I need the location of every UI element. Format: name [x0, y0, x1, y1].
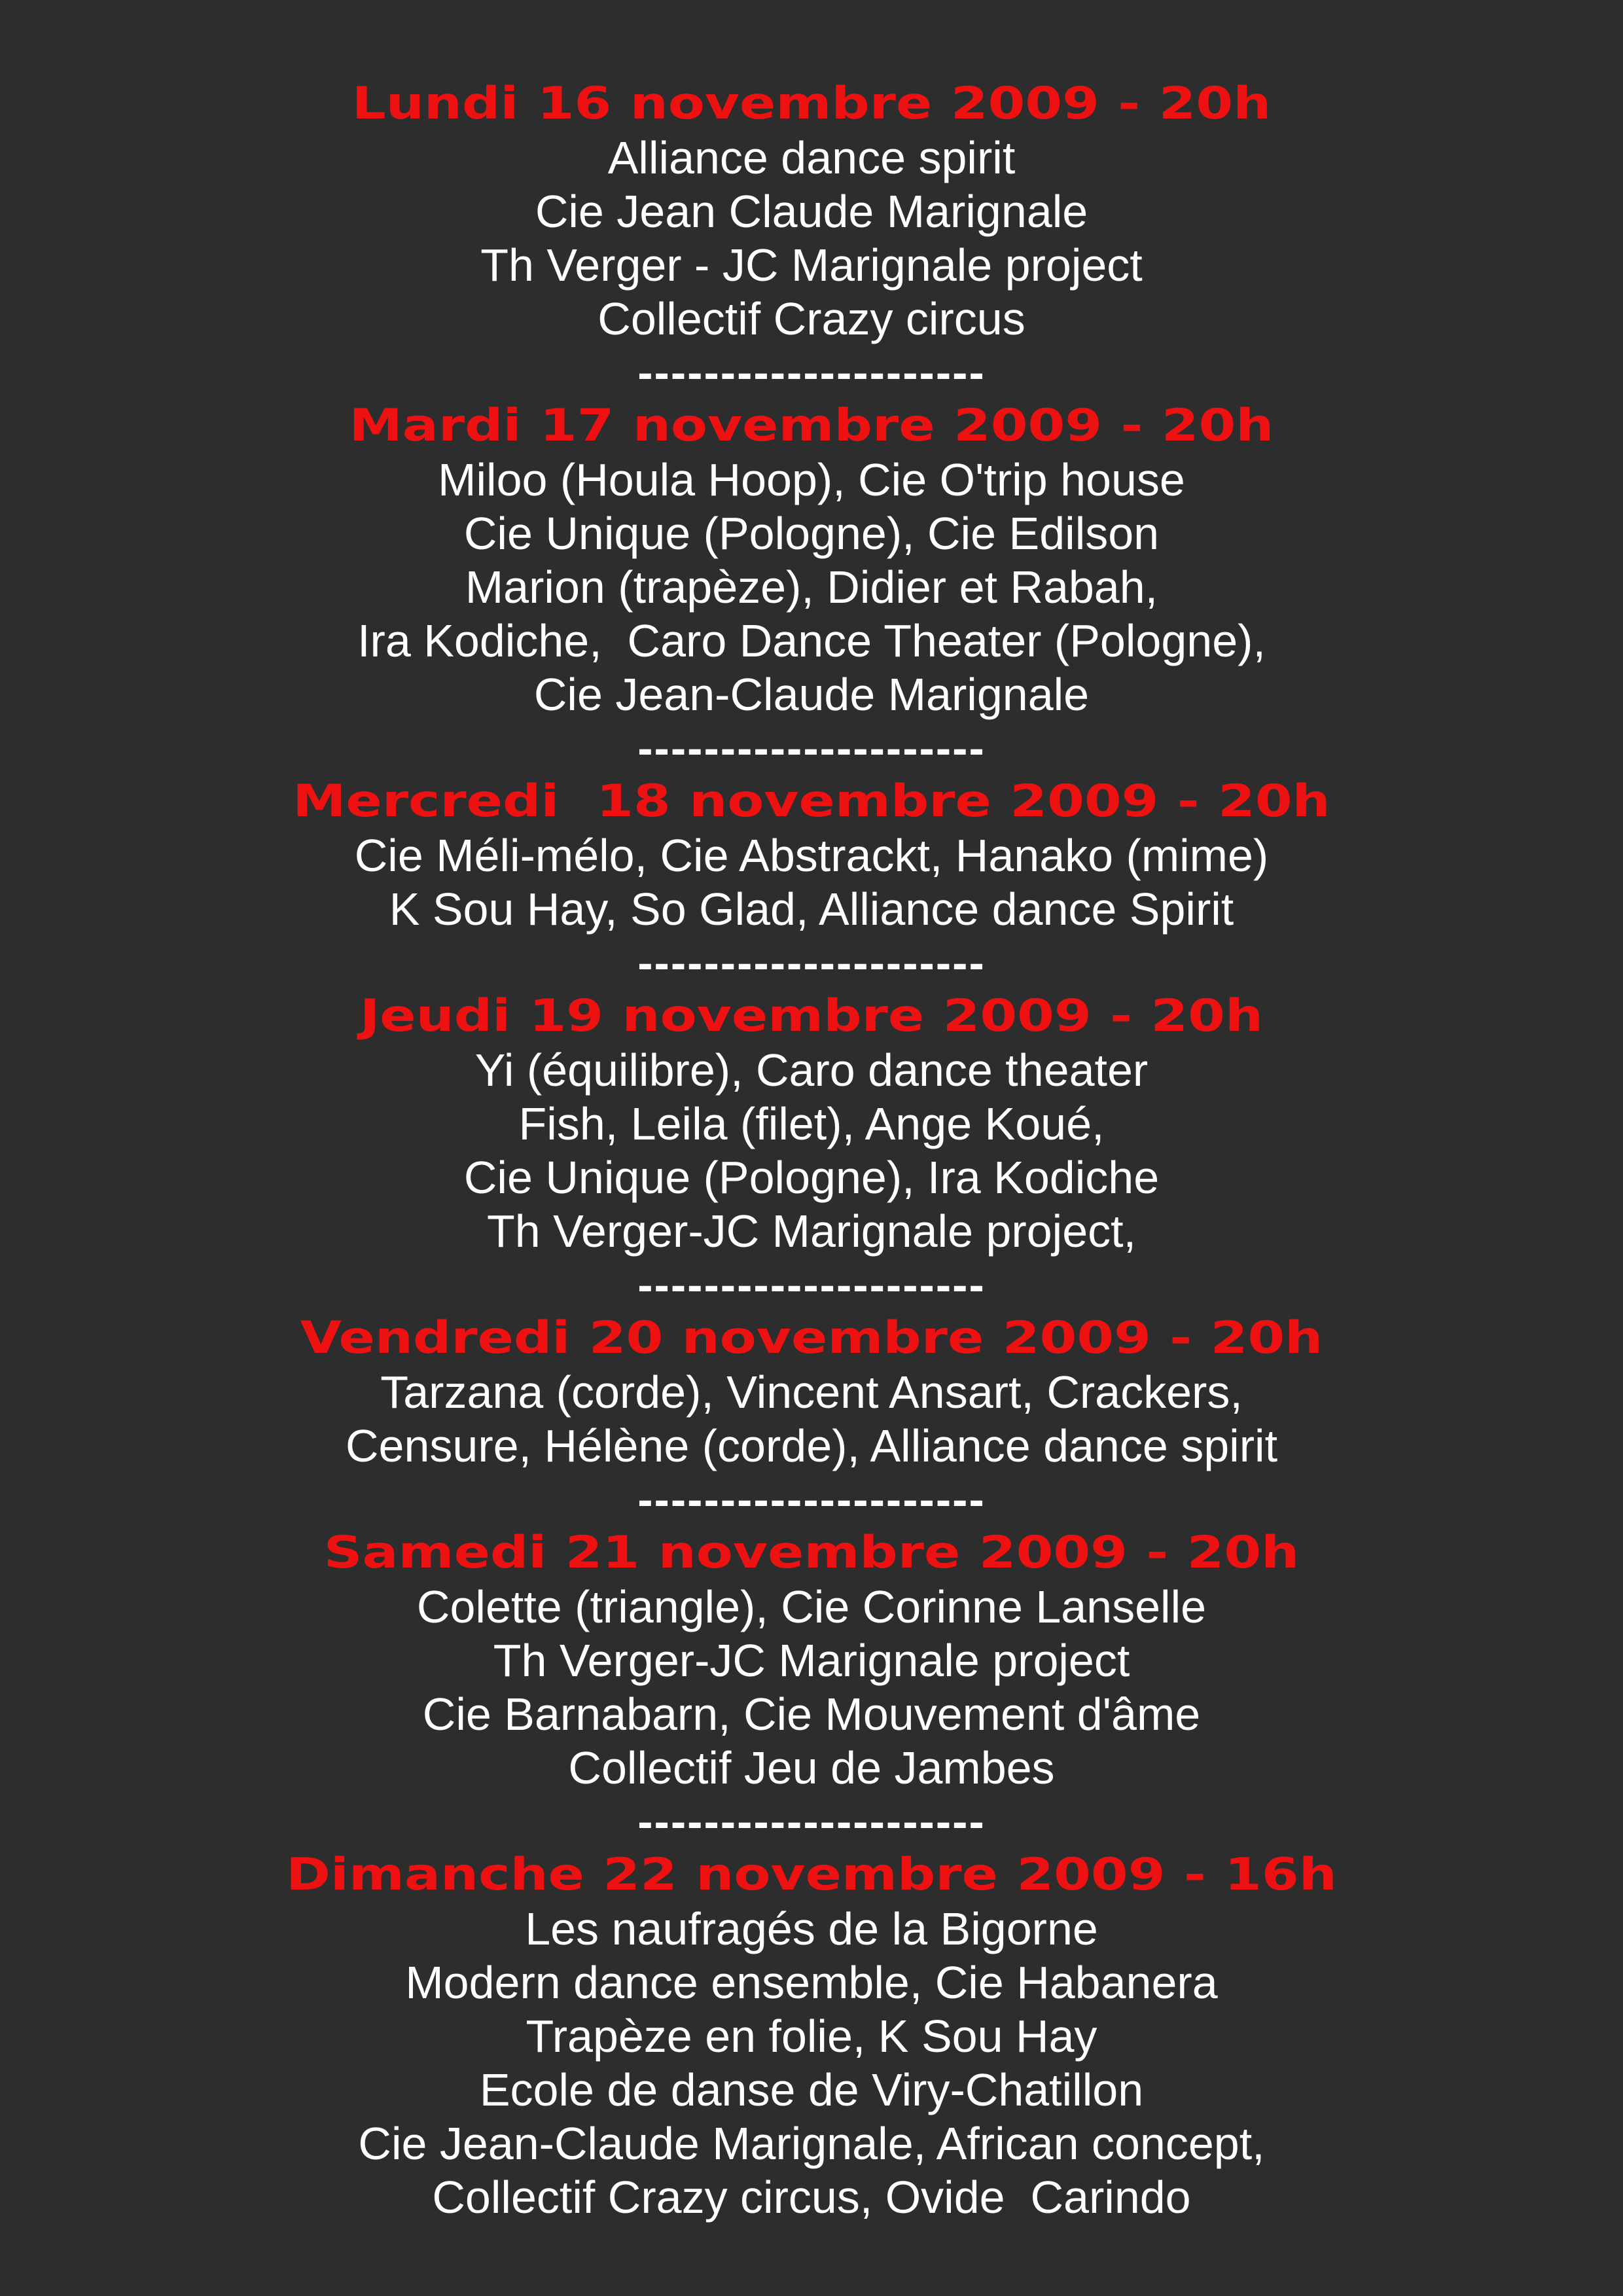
act-line: Censure, Hélène (corde), Alliance dance spirit	[345, 1420, 1278, 1471]
act-line: Th Verger - JC Marignale project	[480, 240, 1143, 291]
act-line: Tarzana (corde), Vincent Ansart, Crackers,	[380, 1367, 1243, 1418]
separator: ---------------------	[637, 723, 986, 774]
day-block-jeudi	[0, 990, 1623, 1312]
act-line: Miloo (Houla Hoop), Cie O'trip house	[438, 454, 1185, 505]
day-heading: Mardi 17 novembre 2009 - 20h	[349, 400, 1274, 452]
act-line: Ira Kodiche, Caro Dance Theater (Pologne),	[357, 615, 1266, 666]
act-line: Cie Jean Claude Marignale	[535, 186, 1088, 237]
day-block-mardi	[0, 399, 1623, 775]
act-line: Cie Unique (Pologne), Ira Kodiche	[463, 1152, 1160, 1203]
act-line: Th Verger-JC Marignale project	[493, 1635, 1130, 1686]
act-line: Cie Unique (Pologne), Cie Edilson	[463, 508, 1160, 559]
day-heading: Lundi 16 novembre 2009 - 20h	[351, 78, 1272, 130]
day-block-samedi	[0, 1526, 1623, 1848]
day-block-mercredi	[0, 775, 1623, 990]
day-heading: Samedi 21 novembre 2009 - 20h	[323, 1527, 1300, 1579]
act-line: Collectif Crazy circus, Ovide Carindo	[432, 2172, 1191, 2223]
act-line: Marion (trapèze), Didier et Rabah,	[465, 562, 1158, 613]
act-line: Yi (équilibre), Caro dance theater	[474, 1045, 1149, 1096]
act-line: Colette (triangle), Cie Corinne Lanselle	[416, 1581, 1207, 1632]
act-line: Les naufragés de la Bigorne	[525, 1903, 1098, 1954]
program-schedule	[0, 77, 1623, 2224]
day-block-lundi	[0, 77, 1623, 399]
separator: ---------------------	[637, 1796, 986, 1847]
act-line: Alliance dance spirit	[607, 132, 1016, 183]
day-heading: Vendredi 20 novembre 2009 - 20h	[300, 1312, 1323, 1364]
day-block-dimanche	[0, 1848, 1623, 2224]
act-line: K Sou Hay, So Glad, Alliance dance Spirit	[389, 884, 1234, 935]
act-line: Collectif Jeu de Jambes	[568, 1742, 1055, 1793]
act-line: Collectif Crazy circus	[597, 293, 1026, 344]
day-heading: Mercredi 18 novembre 2009 - 20h	[293, 776, 1330, 827]
act-line: Th Verger-JC Marignale project,	[486, 1206, 1137, 1257]
separator: ---------------------	[637, 937, 986, 988]
separator: ---------------------	[637, 347, 986, 398]
act-line: Cie Jean-Claude Marignale	[533, 669, 1090, 720]
separator: ---------------------	[637, 1474, 986, 1525]
act-line: Trapèze en folie, K Sou Hay	[526, 2011, 1097, 2062]
act-line: Cie Méli-mélo, Cie Abstrackt, Hanako (mime)	[354, 830, 1269, 881]
act-line: Fish, Leila (filet), Ange Koué,	[518, 1098, 1105, 1149]
day-block-vendredi	[0, 1312, 1623, 1526]
separator: ---------------------	[637, 1259, 986, 1310]
act-line: Cie Jean-Claude Marignale, African concept,	[358, 2118, 1265, 2169]
day-heading: Dimanche 22 novembre 2009 - 16h	[286, 1849, 1337, 1901]
act-line: Ecole de danse de Viry-Chatillon	[479, 2064, 1144, 2115]
day-heading: Jeudi 19 novembre 2009 - 20h	[359, 990, 1264, 1042]
act-line: Cie Barnabarn, Cie Mouvement d'âme	[422, 1689, 1201, 1740]
act-line: Modern dance ensemble, Cie Habanera	[405, 1957, 1218, 2008]
